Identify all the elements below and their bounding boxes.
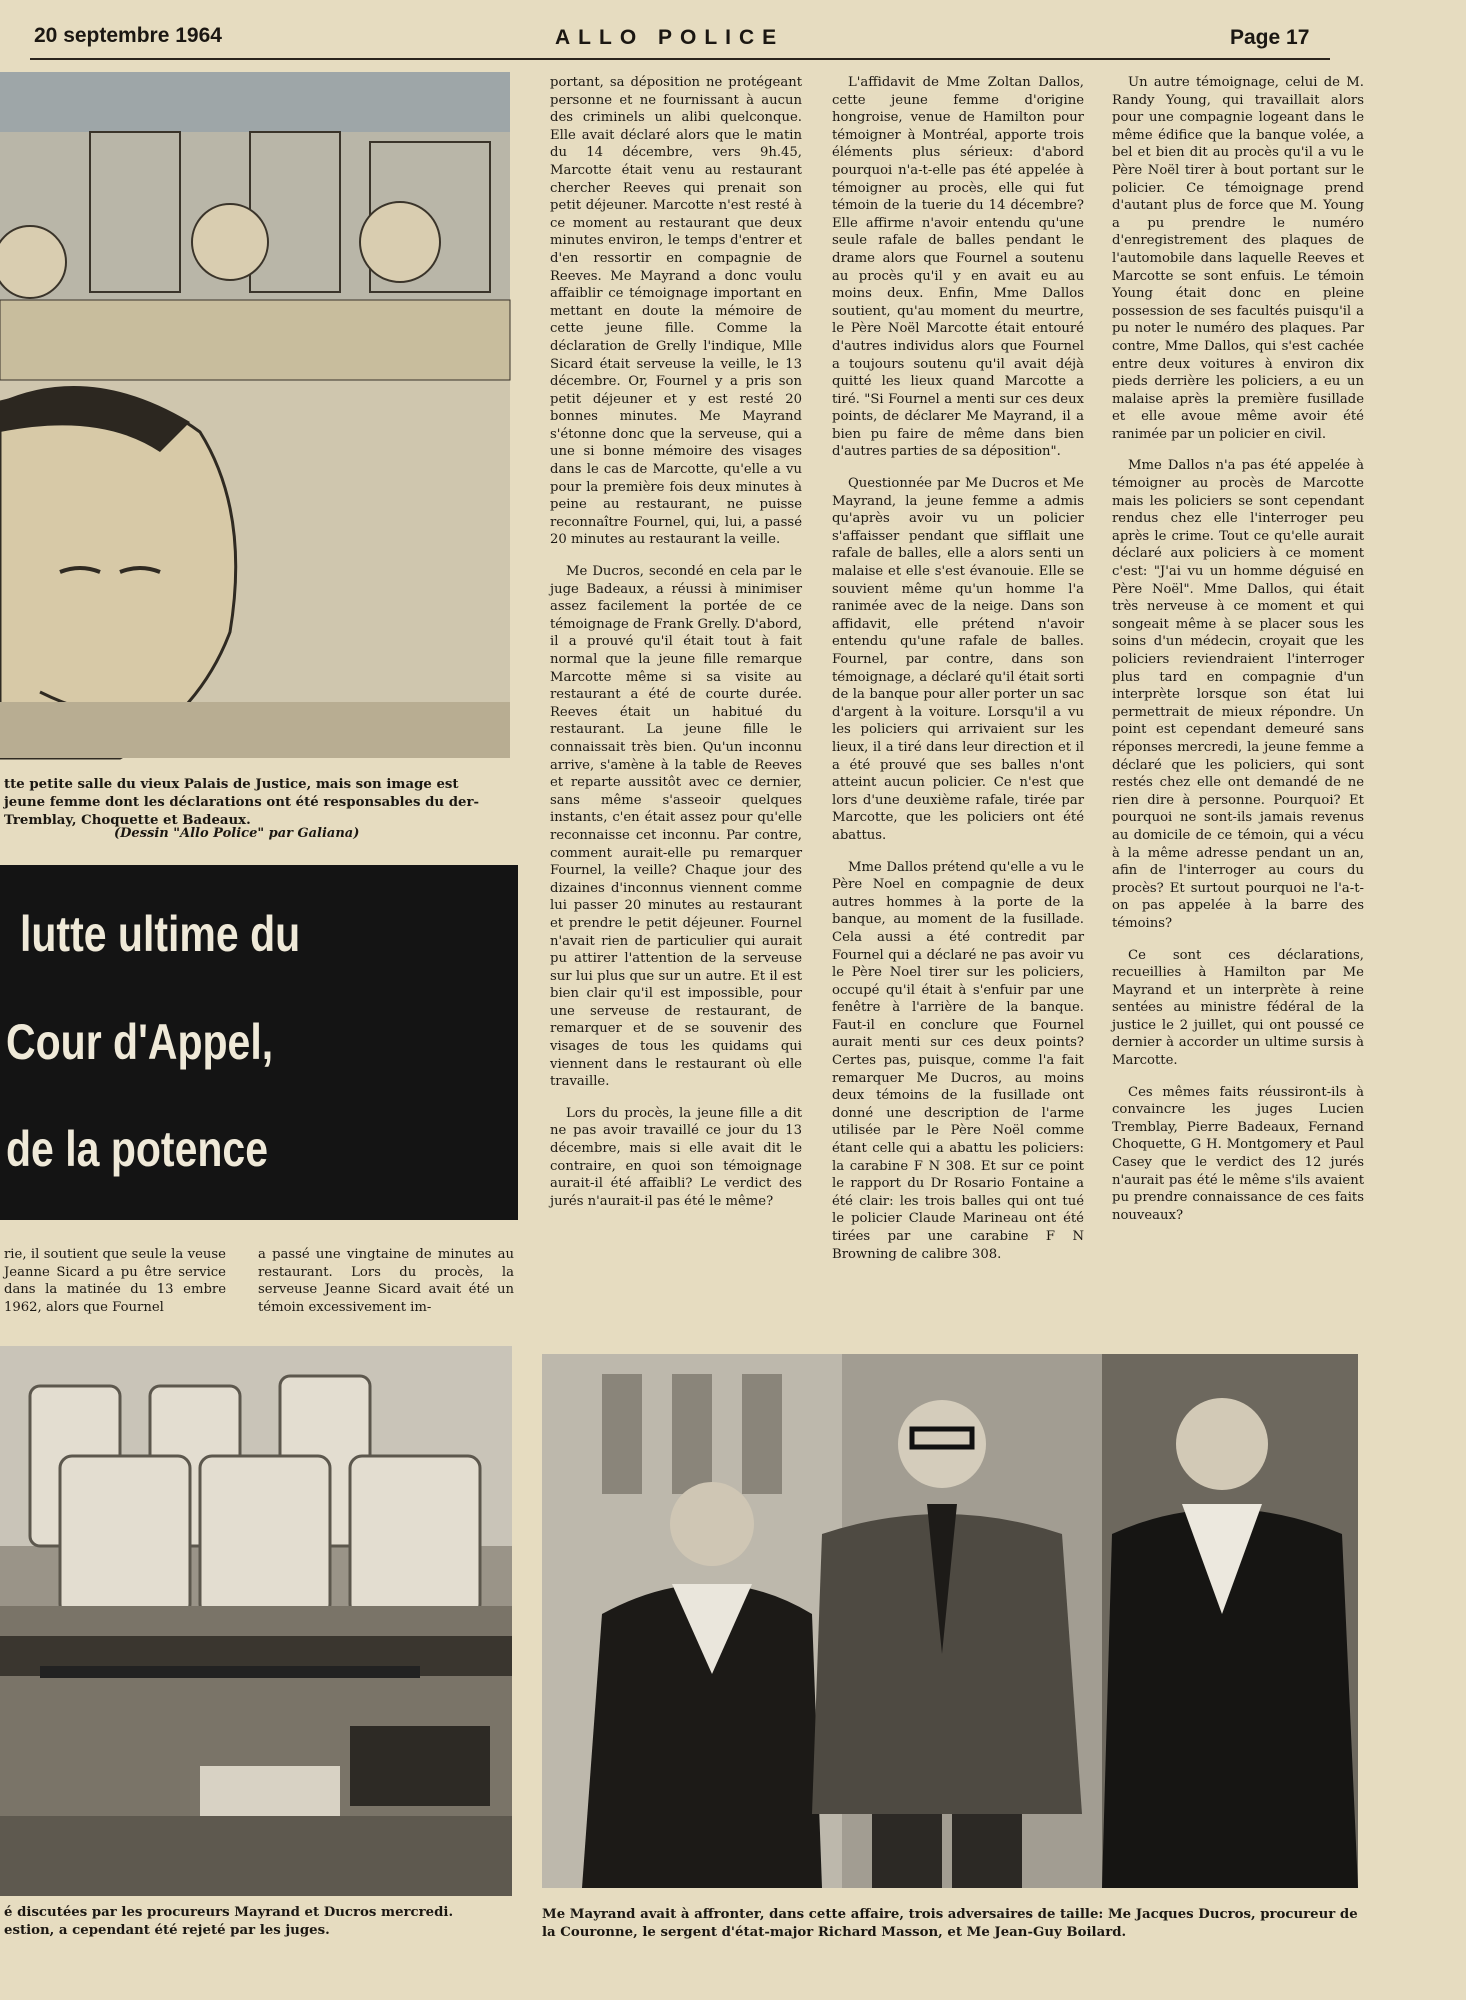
paragraph: Ces mêmes faits réussiront-ils à convaincre les juges Lucien Tremblay, Pierre Badeaux, Fernand Choquette, G H. Montgomery et Paul Casey que le verdict des 12 jurés n'aurait pas été le même s'ils avaient pu prendre connaissance de ces faits nouveaux?	[1112, 1084, 1364, 1223]
courtroom-photo	[0, 1346, 512, 1896]
sketch-credit: (Dessin "Allo Police" par Galiana)	[114, 826, 360, 841]
left-lower-text-b: a passé une vingtaine de minutes au restaurant. Lors du procès, la serveuse Jeanne Sicard avait été un témoin excessivement im-	[258, 1247, 514, 1315]
article-column-3	[1112, 74, 1364, 1336]
courtroom-sketch	[0, 72, 510, 758]
headline-line-3: de la potence	[6, 1121, 269, 1177]
courtroom-sketch-icon	[0, 72, 510, 758]
paragraph: Questionnée par Me Ducros et Me Mayrand, la jeune femme a admis qu'après avoir vu un policier s'affaisser pendant que sifflait une rafale de balles, elle a alors senti un malaise et elle s'est évanouie. Elle se souvient même qu'un homme l'a ranimée avec de la neige. Dans son affidavit, elle prétend n'avoir entendu qu'une rafale de balles. Fournel, par contre, dans son témoignage, a déclaré qu'il était sorti de la banque pour aller porter un sac d'argent à la voiture. Lorsqu'il a vu les policiers qui arrivaient sur les lieux, il a tiré dans leur direction et il a été prouvé que ses balles n'ont atteint aucun policier. Ce n'est que lors d'une deuxième rafale, tirée par Marcotte, que les policiers ont été abattus.	[832, 476, 1084, 843]
paragraph: portant, sa déposition ne protégeant personne et ne fournissant à aucun des criminels un alibi quelconque. Elle avait déclaré alors que le matin du 14 décembre, vers 9h.45, Marcotte était venu au restaurant chercher Reeves qui prenait son petit déjeuner. Marcotte n'est resté à ce moment au restaurant que deux minutes environ, le temps d'entrer et d'en ressortir en compagnie de Reeves. Me Mayrand a donc voulu affaiblir ce témoignage important en mettant en doute la mémoire de cette jeune fille. Comme la déclaration de Grelly l'indique, Mlle Sicard était serveuse la veille, le 13 décembre. Or, Fournel y a pris son petit déjeuner et y est resté 20 bonnes minutes. Me Mayrand s'étonne donc que la serveuse, qui a une si bonne mémoire des visages dans le cas de Marcotte, qu'elle a vu pour la première fois deux minutes à peine au restaurant, ne puisse reconnaître Fournel, qui, lui, a passé 20 minutes au restaurant la veille.	[550, 75, 802, 548]
masthead-title: ALLO POLICE	[555, 26, 785, 49]
lawyers-photo-icon	[542, 1354, 1358, 1888]
lawyers-photo-caption: Me Mayrand avait à affronter, dans cette affaire, trois adversaires de taille: Me Jacques Ducros, procureur de la Couronne, le sergent d'état-major Richard Masson, et Me Jean-Guy Boilard.	[542, 1907, 1358, 1940]
article-column-2	[832, 74, 1084, 1336]
headline-banner	[0, 865, 518, 1220]
paragraph: Un autre témoignage, celui de M. Randy Young, qui travaillait alors pour une compagnie logeant dans le même édifice que la banque volée, a bel et bien dit au procès qu'il a vu le Père Noël tirer à bout portant sur le policier. Ce témoignage prend d'autant plus de force que M. Young a pu prendre le numéro d'enregistrement des plaques de l'automobile dans laquelle Reeves et Marcotte se sont enfuis. Le témoin Young était donc en pleine possession de ses facultés puisqu'il a pu noter le numéro des plaques. Par contre, Mme Dallos, qui s'est cachée entre deux voitures à environ dix pieds derrière les policiers, a eu un malaise après la première fusillade et elle avoue même avoir été ranimée par un policier en civil.	[1112, 75, 1364, 442]
courtroom-photo-icon	[0, 1346, 512, 1896]
page-header	[30, 24, 1330, 60]
paragraph: Mme Dallos prétend qu'elle a vu le Père Noel en compagnie de deux autres hommes à la porte de la banque, au moment de la fusillade. Cela aussi a été contredit par Fournel qui a déclaré ne pas avoir vu le Père Noel tirer sur les policiers, occupé qu'il était à s'enfuir par une fenêtre à l'arrière de la banque. Faut-il en conclure que Fournel aurait menti sur ces deux points? Certes pas, puisque, comme l'a fait remarquer Me Ducros, au moins deux témoins de la fusillade ont donné une description de l'arme utilisée par le Père Noël comme étant celle qui a abattu les policiers: la carabine F N 308. Et sur ce point le rapport du Dr Rosario Fontaine a été clair: les trois balles qui ont tué le policier Claude Marineau ont été tirées par une carabine F N Browning de calibre 308.	[832, 859, 1084, 1262]
issue-date: 20 septembre 1964	[34, 24, 222, 47]
paragraph: Ce sont ces déclarations, recueillies à Hamilton par Me Mayrand et un interprète à reine sentées au ministre fédéral de la justice le 2 juillet, qui ont poussé ce dernier à accorder un ultime sursis à Marcotte.	[1112, 947, 1364, 1069]
article-column-1	[550, 74, 802, 1336]
lawyers-photo	[542, 1354, 1358, 1888]
sketch-caption: tte petite salle du vieux Palais de Justice, mais son image est jeune femme dont les déclarations ont été responsables du der- Tremblay, Choquette et Badeaux.	[4, 777, 480, 828]
paragraph: L'affidavit de Mme Zoltan Dallos, cette jeune femme d'origine hongroise, venue de Hamilton pour témoigner à Montréal, apporte trois éléments plus sérieux: d'abord pourquoi n'a-t-elle pas été appelée à témoigner au procès, elle qui fut témoin de la tuerie du 14 décembre? Elle affirme n'avoir entendu qu'une seule rafale de balles pendant le drame alors que Fournel a soutenu au procès qu'il y en avait eu au moins deux. Enfin, Mme Dallos soutient, qu'au moment du meurtre, le Père Noël Marcotte était entouré d'autres individus alors que Fournel a toujours soutenu qu'il avait déjà quitté les lieux quand Marcotte a tiré. "Si Fournel a menti sur ces deux points, de déclarer Me Mayrand, il a bien pu faire de même dans bien d'autres parties de sa déposition".	[832, 75, 1084, 460]
paragraph: Me Ducros, secondé en cela par le juge Badeaux, a réussi à minimiser assez facilement la portée de ce témoignage de Frank Grelly. D'abord, il a prouvé qu'il était tout à fait normal que la jeune fille remarque Marcotte même si sa visite au restaurant a été de courte durée. Reeves était un habitué du restaurant. La jeune fille le connaissait très bien. Qu'un inconnu arrive, s'amène à la table de Reeves et reparte aussitôt avec ce dernier, sans même s'asseoir quelques instants, c'en était assez pour qu'elle reconnaisse cet inconnu. Par contre, comment aurait-elle pu remarquer Fournel, la veille? Chaque jour des dizaines d'inconnus viennent comme lui passer 20 minutes au restaurant et prendre le petit déjeuner. Fournel n'avait rien de particulier qui aurait pu attirer l'attention de la serveuse sur lui plus que sur un autre. Et il est bien clair qu'il est impossible, pour une serveuse de restaurant, de remarquer et de se souvenir des visages de tous les quidams qui viennent dans le restaurant où elle travaille.	[550, 564, 802, 1090]
paragraph: Lors du procès, la jeune fille a dit ne pas avoir travaillé ce jour du 13 décembre, mais si elle avait dit le contraire, en quoi son témoignage aurait-il été affaibli? Le verdict des jurés n'aurait-il pas été le même?	[550, 1105, 802, 1209]
courtroom-photo-caption: é discutées par les procureurs Mayrand et Ducros mercredi. estion, a cependant été rejeté par les juges.	[4, 1905, 454, 1938]
page-number: Page 17	[1230, 26, 1310, 49]
headline-line-1: lutte ultime du	[20, 906, 301, 962]
left-lower-text-a: rie, il soutient que seule la veuse Jeanne Sicard a pu être service dans la matinée du 13 embre 1962, alors que Fournel	[4, 1247, 226, 1315]
headline-line-2: Cour d'Appel,	[6, 1014, 274, 1070]
paragraph: Mme Dallos n'a pas été appelée à témoigner au procès de Marcotte mais les policiers se sont cependant rendus chez elle l'interroger peu après le crime. Tout ce qu'elle aurait déclaré aux policiers à ce moment c'est: "J'ai vu un homme déguisé en Père Noël". Mme Dallos, qui était très nerveuse à ce moment et qui songeait même à se placer sous les soins d'un médecin, croyait que les policiers reviendraient l'interroger plus tard en compagnie d'un interprète lorsque son état lui permettrait de mieux répondre. Un point est cependant demeuré sans réponses mercredi, la jeune femme a déclaré que les policiers, qui sont restés chez elle ont demandé de ne rien dire à personne. Pourquoi? Et pourquoi ne sont-ils jamais revenus au domicile de ce témoin, qui a vécu à la même adresse pendant un an, afin de l'interroger au cours du procès? Et surtout pourquoi ne l'a-t-on pas appelée à la barre des témoins?	[1112, 458, 1364, 931]
